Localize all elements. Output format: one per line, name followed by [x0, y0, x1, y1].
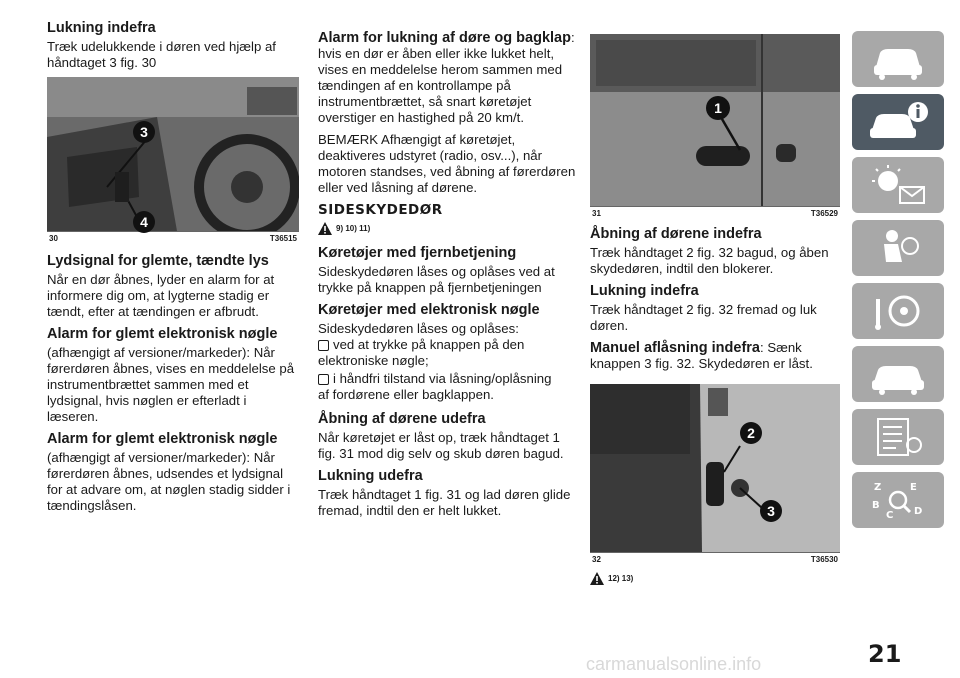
bullet-box-icon [318, 374, 329, 385]
paragraph-lukning-indefra-2: Træk håndtaget 2 fig. 32 fremad og luk døren. [590, 302, 817, 333]
paragraph-lukning-indefra: Træk udelukkende i døren ved hjælp af håndtaget 3 fig. 30 [47, 39, 276, 70]
figure-32 [590, 384, 840, 564]
callout-3b-label: 3 [767, 503, 775, 519]
warning-light-icon [866, 163, 930, 207]
document-list-icon [866, 415, 930, 459]
heading-alarm-doere: Alarm for lukning af døre og bagklap [318, 30, 571, 46]
svg-text:E: E [910, 482, 917, 493]
interior-sliding-door-photo [590, 384, 840, 552]
car-info-icon [866, 100, 930, 144]
tab-car-info[interactable] [852, 94, 944, 150]
bullet-box-icon [318, 340, 329, 351]
warning-refs-12-13 [590, 572, 840, 585]
heading-lukning-indefra-2: Lukning indefra [590, 283, 699, 299]
warning-triangle-icon [318, 222, 332, 235]
paragraph-aabning-indefra: Træk håndtaget 2 fig. 32 bagud, og åben skydedøren, indtil den blokerer. [590, 245, 829, 276]
figure-31-code: T36529 [810, 209, 838, 218]
tab-alphabet-index[interactable] [852, 472, 944, 528]
bullet-item-2-cont: af fordørene eller bagklappen. [318, 387, 494, 402]
figure-30 [47, 77, 299, 243]
warning-refs-label: 9) 10) 11) [336, 224, 371, 233]
svg-text:D: D [914, 506, 923, 517]
figure-31-number: 31 [592, 209, 601, 218]
manuel-aflaasning-text: : Sænk knappen 3 fig. 32. Skydedøren er låst. [590, 340, 813, 371]
callout-3b [760, 500, 782, 522]
figure-32-code: T36530 [810, 555, 838, 564]
callout-2 [740, 422, 762, 444]
tab-steering-wheel[interactable] [852, 283, 944, 339]
figure-32-number: 32 [592, 555, 601, 564]
tab-airbag-seat[interactable] [852, 220, 944, 276]
heading-aabning-udefra: Åbning af dørene udefra [318, 411, 486, 427]
paragraph-alarm-noegle-1: (afhængigt af versioner/markeder): Når førerdøren åbnes, vises en meddelelse på instrumentbrættet sammen med et lydsignal, hvis nøglen er efterladt i læseren. [47, 345, 295, 424]
bullet-item-2-text: i håndfri tilstand via låsning/oplåsning [333, 371, 552, 386]
interior-door-photo [47, 77, 299, 231]
tab-warning-light[interactable] [852, 157, 944, 213]
figure-30-caption [47, 231, 299, 243]
svg-text:B: B [872, 500, 880, 511]
warning-refs-9-11 [318, 222, 580, 235]
callout-4 [133, 211, 155, 233]
page-number: 21 [868, 640, 902, 668]
heading-alarm-noegle-2: Alarm for glemt elektronisk nøgle [47, 431, 278, 447]
bullet-item-2 [318, 371, 580, 387]
column-left [47, 20, 299, 520]
figure-31 [590, 34, 840, 218]
callout-1-label: 1 [714, 100, 722, 116]
chapter-tabs [852, 31, 944, 535]
column-right [590, 34, 840, 595]
heading-fjernbetjening: Køretøjer med fjernbetjening [318, 245, 517, 261]
watermark: carmanualsonline.info [586, 654, 762, 674]
paragraph-alarm-doere [318, 30, 580, 126]
paragraph-manuel-aflaasning [590, 340, 840, 372]
paragraph-alarm-noegle-2: (afhængigt af versioner/markeder): Når førerdøren åbnes, udsendes et lydsignal for at advare om, at nøglen stadig sidder i tændingslåsen. [47, 450, 291, 513]
heading-lukning-indefra: Lukning indefra [47, 20, 156, 36]
heading-aabning-indefra: Åbning af dørene indefra [590, 226, 762, 242]
figure-30-code: T36515 [269, 234, 297, 243]
car-side-icon [866, 352, 930, 396]
callout-2-label: 2 [747, 425, 755, 441]
section-title-sideskydedoer: SIDESKYDEDØR [318, 202, 443, 218]
bullet-item-1 [318, 337, 580, 353]
paragraph-bemaerk: BEMÆRK Afhængigt af køretøjet, deaktiveres udstyret (radio, osv...), når motoren standses, ved åbning af førerdøren eller ved låsning af dørene. [318, 132, 576, 195]
heading-elektronisk-noegle: Køretøjer med elektronisk nøgle [318, 302, 540, 318]
figure-30-number: 30 [49, 234, 58, 243]
tab-car-front[interactable] [852, 31, 944, 87]
paragraph-elektronisk-noegle: Sideskydedøren låses og oplåses: [318, 321, 519, 336]
figure-31-caption [590, 206, 840, 218]
callout-4-label: 4 [140, 214, 148, 230]
paragraph-lukning-udefra: Træk håndtaget 1 fig. 31 og lad døren glide fremad, indtil den er helt lukket. [318, 487, 571, 518]
exterior-door-handle-photo [590, 34, 840, 206]
bullet-item-1-text: ved at trykke på knappen på den [333, 337, 525, 352]
callout-3-label: 3 [140, 124, 148, 140]
figure-32-caption [590, 552, 840, 564]
alarm-doere-text: : hvis en dør er åben eller ikke lukket helt, vises en meddelelse herom sammen med tændingen af en kontrollampe på instrumentbrættet, så snart køretøjet overstiger en hastighed på 20 km/t. [318, 30, 575, 125]
steering-wheel-icon [866, 289, 930, 333]
tab-document-list[interactable] [852, 409, 944, 465]
bullet-item-1-cont: elektroniske nøgle; [318, 353, 429, 368]
callout-3 [133, 121, 155, 143]
heading-lydsignal: Lydsignal for glemte, tændte lys [47, 253, 269, 269]
paragraph-fjernbetjening: Sideskydedøren låses og oplåses ved at trykke på knappen på fjernbetjeningen [318, 264, 555, 295]
column-middle [318, 20, 580, 525]
paragraph-aabning-udefra: Når køretøjet er låst op, træk håndtaget 1 fig. 31 mod dig selv og skub døren bagud. [318, 430, 564, 461]
airbag-seat-icon [866, 226, 930, 270]
alphabet-index-icon [866, 478, 930, 522]
svg-text:C: C [886, 510, 894, 521]
warning-triangle-icon [590, 572, 604, 585]
warning-refs-label: 12) 13) [608, 574, 634, 583]
heading-lukning-udefra: Lukning udefra [318, 468, 423, 484]
svg-text:Z: Z [874, 482, 882, 493]
heading-manuel-aflaasning: Manuel aflåsning indefra [590, 340, 760, 356]
callout-1 [706, 96, 730, 120]
tab-car-side[interactable] [852, 346, 944, 402]
car-front-icon [866, 37, 930, 81]
heading-alarm-noegle-1: Alarm for glemt elektronisk nøgle [47, 326, 278, 342]
paragraph-lydsignal: Når en dør åbnes, lyder en alarm for at informere dig om, at lygterne stadig er tændt, efter at tændingen er afbrudt. [47, 272, 275, 319]
